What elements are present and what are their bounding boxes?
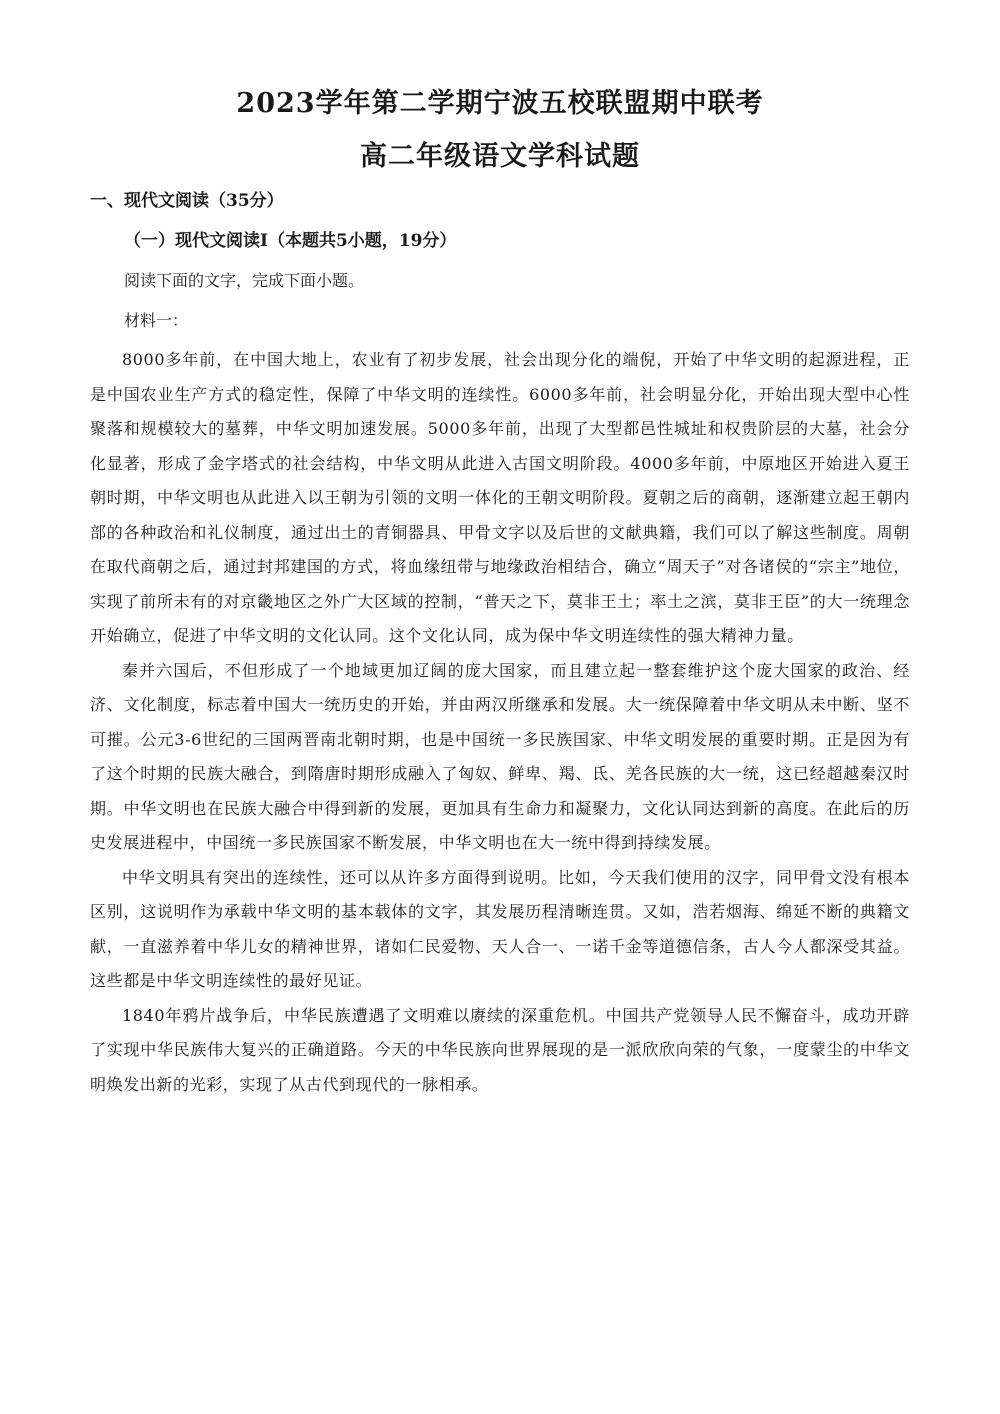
reading-instruction: 阅读下面的文字，完成下面小题。 [124, 271, 365, 290]
material-label: 材料一： [124, 311, 189, 330]
exam-subtitle: 高二年级语文学科试题 [360, 141, 640, 172]
paragraph-1: 8000多年前，在中国大地上，农业有了初步发展，社会出现分化的端倪，开始了中华文明的起源进程，正是中国农业生产方式的稳定性，保障了中华文明的连续性。6000多年前，社会明显分化，开始出现大型中心性聚落和规模较大的墓葬，中华文明加速发展。5000多年前，出现了大型都邑性城址和权贵阶层的大墓，社会分化显著，形成了金字塔式的社会结构，中华文明从此进入古国文明阶段。4000多年前，中原地区开始进入夏王朝时期，中华文明也从此进入以王朝为引领的文明一体化的王朝文明阶段。夏朝之后的商朝，逐渐建立起王朝内部的各种政治和礼仪制度，通过出土的青铜器具、甲骨文字以及后世的文献典籍，我们可以了解这些制度。周朝在取代商朝之后，通过封邦建国的方式，将血缘纽带与地缘政治相结合，确立“周天子”对各诸侯的“宗主”地位，实现了前所未有的对京畿地区之外广大区域的控制，“普天之下，莫非王土；率土之滨，莫非王臣”的大一统理念开始确立，促进了中华文明的文化认同。这个文化认同，成为保中华文明连续性的强大精神力量。 [90, 350, 910, 645]
section-heading: 一、现代文阅读（35分） [90, 191, 284, 211]
paragraph-2: 秦并六国后，不但形成了一个地域更加辽阔的庞大国家，而且建立起一整套维护这个庞大国家的政治、经济、文化制度，标志着中国大一统历史的开始，并由两汉所继承和发展。大一统保障着中华文明从未中断、坚不可摧。公元3-6世纪的三国两晋南北朝时期，也是中国统一多民族国家、中华文明发展的重要时期。正是因为有了这个时期的民族大融合，到隋唐时期形成融入了匈奴、鲜卑、羯、氐、羌各民族的大一统，这已经超越秦汉时期。中华文明也在民族大融合中得到新的发展，更加具有生命力和凝聚力，文化认同达到新的高度。在此后的历史发展进程中，中国统一多民族国家不断发展，中华文明也在大一统中得到持续发展。 [90, 660, 910, 852]
paragraph-4: 1840年鸦片战争后，中华民族遭遇了文明难以赓续的深重危机。中国共产党领导人民不懈奋斗，成功开辟了实现中华民族伟大复兴的正确道路。今天的中华民族向世界展现的是一派欣欣向荣的气象，一度蒙尘的中华文明焕发出新的光彩，实现了从古代到现代的一脉相承。 [90, 1005, 910, 1094]
sub-section-heading: （一）现代文阅读Ⅰ（本题共5小题，19分） [124, 231, 457, 251]
paragraph-3: 中华文明具有突出的连续性，还可以从许多方面得到说明。比如，今天我们使用的汉字，同甲骨文没有根本区别，这说明作为承载中华文明的基本载体的文字，其发展历程清晰连贯。又如，浩若烟海、绵延不断的典籍文献，一直滋养着中华儿女的精神世界，诸如仁民爱物、天人合一、一诺千金等道德信条，古人今人都深受其益。这些都是中华文明连续性的最好见证。 [90, 867, 910, 990]
material-body [90, 343, 910, 1102]
exam-title: 2023学年第二学期宁波五校联盟期中联考 [236, 88, 764, 119]
